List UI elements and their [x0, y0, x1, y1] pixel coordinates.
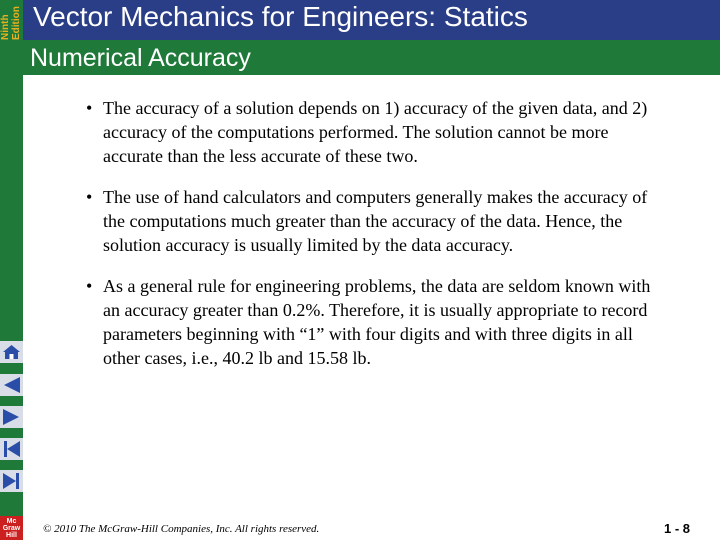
last-slide-button[interactable] [0, 470, 23, 492]
copyright-notice: © 2010 The McGraw-Hill Companies, Inc. All rights reserved. [43, 523, 320, 535]
slide-content [86, 96, 671, 387]
skip-forward-icon [2, 472, 21, 490]
page-number: 1 - 8 [664, 521, 691, 536]
slide-title: Numerical Accuracy [30, 44, 251, 72]
book-title: Vector Mechanics for Engineers: Statics [33, 1, 528, 32]
bullet-marker: • [86, 276, 93, 296]
publisher-logo [0, 516, 23, 540]
bullet-item [86, 96, 671, 168]
bullet-item [86, 274, 671, 370]
logo-text: Mc Graw Hill [2, 518, 21, 539]
home-button[interactable] [0, 341, 23, 363]
triangle-left-icon [2, 376, 21, 394]
home-icon [2, 343, 21, 361]
next-slide-button[interactable] [0, 406, 23, 428]
skip-back-icon [2, 440, 21, 458]
header-bar [23, 0, 720, 40]
bullet-marker: • [86, 98, 93, 118]
edition-label [0, 0, 23, 40]
triangle-right-icon [2, 408, 21, 426]
slide-title-bar [23, 40, 720, 75]
first-slide-button[interactable] [0, 438, 23, 460]
previous-slide-button[interactable] [0, 374, 23, 396]
bullet-marker: • [86, 187, 93, 207]
edition-text: Ninth Edition [0, 6, 22, 40]
bullet-text: The use of hand calculators and computers generally makes the accuracy of the computations much greater than the accuracy of the data. Hence, the solution accuracy is usually limited by the data accuracy. [103, 187, 648, 255]
bullet-text: The accuracy of a solution depends on 1) accuracy of the given data, and 2) accuracy of the computations performed. The solution cannot be more accurate than the less accurate of these two. [103, 98, 648, 166]
bullet-item [86, 185, 671, 257]
bullet-text: As a general rule for engineering problems, the data are seldom known with an accuracy greater than 0.2%. Therefore, it is usually appropriate to record parameters beginning with “1” with four digits and with three digits in all other cases, i.e., 40.2 lb and 15.58 lb. [103, 276, 651, 368]
